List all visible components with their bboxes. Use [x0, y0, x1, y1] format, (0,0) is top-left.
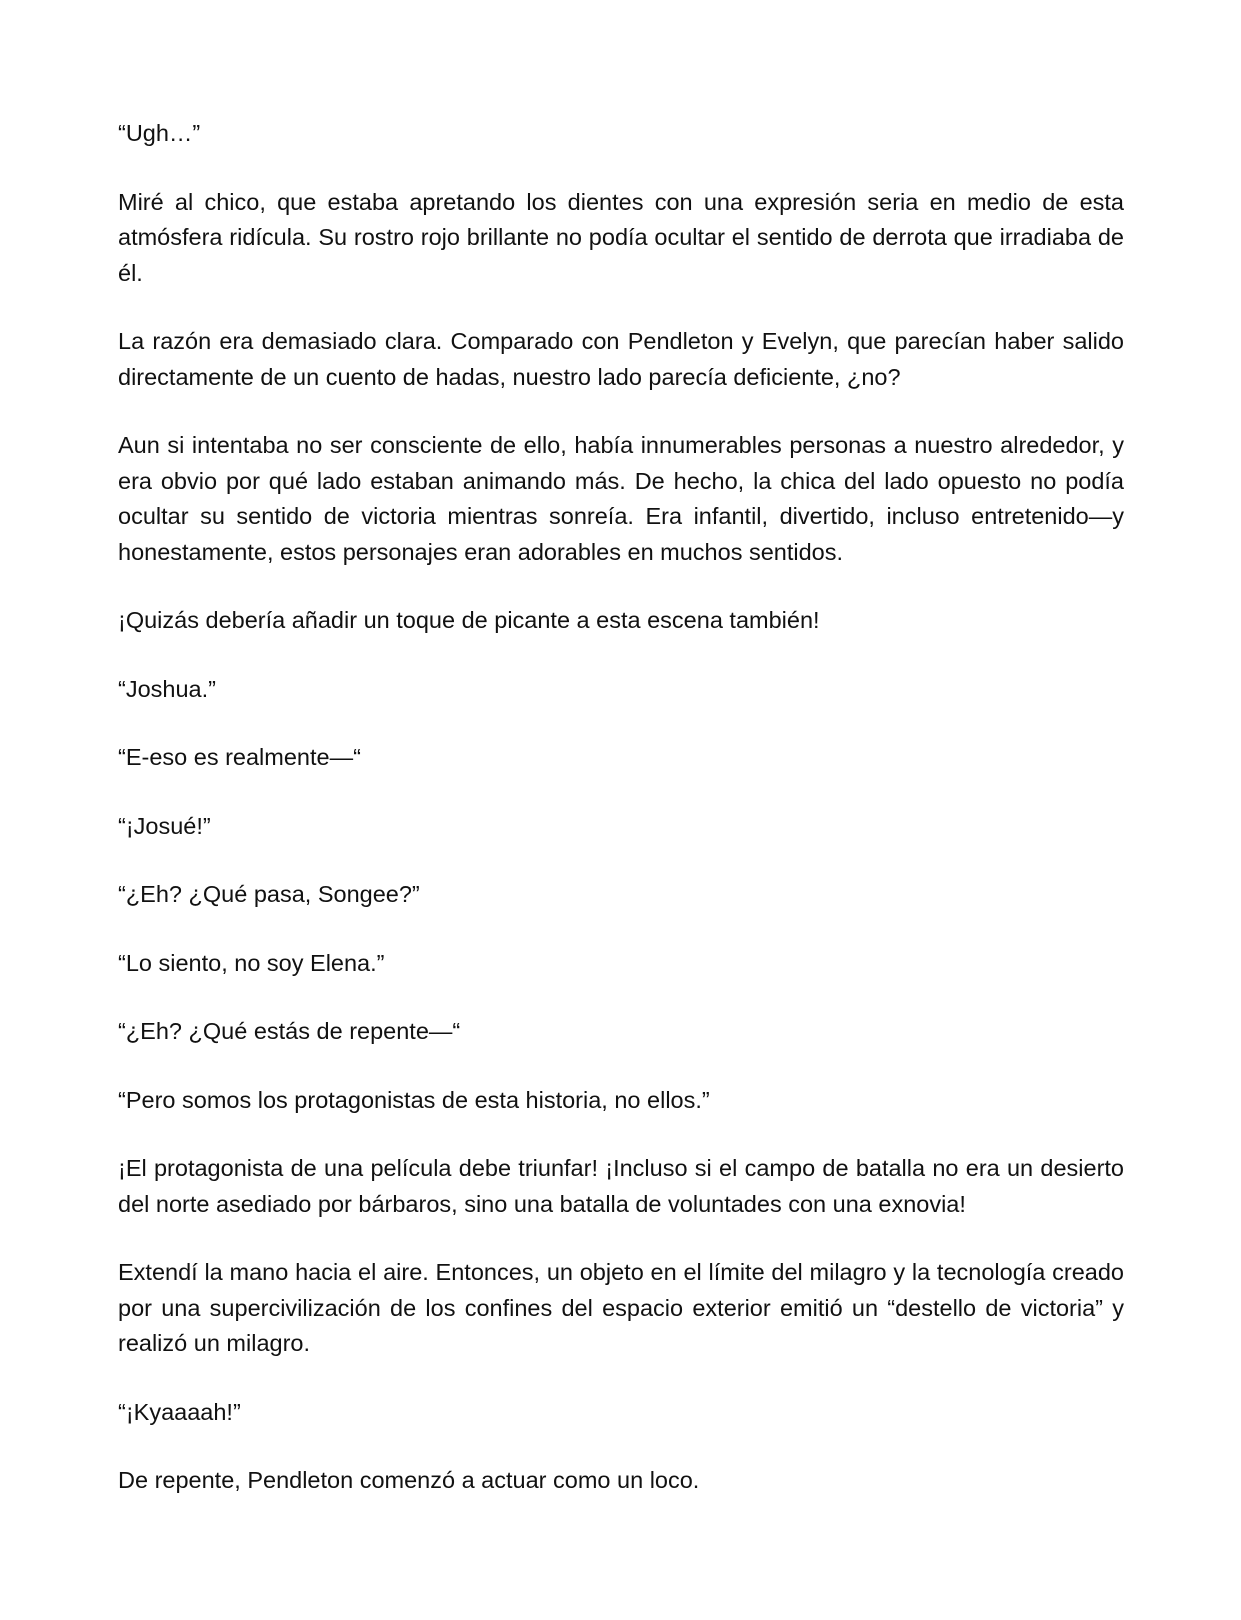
paragraph-de-repente: De repente, Pendleton comenzó a actuar como un loco. [118, 1467, 700, 1493]
dialogue-josue: “¡Josué!” [118, 812, 211, 839]
paragraph-la-razon: La razón era demasiado clara. Comparado con Pendleton y Evelyn, que parecían haber salido directamente de un cuento de hadas, nuestro lado parecía deficiente, ¿no? [118, 328, 1124, 390]
dialogue-pero-somos: “Pero somos los protagonistas de esta historia, no ellos.” [118, 1086, 710, 1113]
dialogue-kyaaaah: “¡Kyaaaah!” [118, 1398, 241, 1425]
paragraph-extendi: Extendí la mano hacia el aire. Entonces, un objeto en el límite del milagro y la tecnología creado por una supercivilización de los confines del espacio exterior emitió un “destello de victoria” y realizó un milagro. [118, 1259, 1124, 1356]
dialogue-que-pasa: “¿Eh? ¿Qué pasa, Songee?” [118, 881, 420, 907]
dialogue-e-eso: “E-eso es realmente—“ [118, 744, 361, 770]
dialogue-joshua: “Joshua.” [118, 675, 216, 702]
paragraph-aun-si: Aun si intentaba no ser consciente de ello, había innumerables personas a nuestro alrededor, y era obvio por qué lado estaban animando más. De hecho, la chica del lado opuesto no podía ocultar su sentido de victoria mientras sonreía. Era infantil, divertido, incluso entretenido—y honestamente, estos personajes eran adorables en muchos sentidos. [118, 432, 1124, 565]
dialogue-lo-siento: “Lo siento, no soy Elena.” [118, 949, 385, 976]
paragraph-mire-al-chico: Miré al chico, que estaba apretando los dientes con una expresión seria en medio de esta atmósfera ridícula. Su rostro rojo brillante no podía ocultar el sentido de derrota que irradiaba de él. [118, 188, 1124, 286]
document-body [118, 116, 1124, 1532]
dialogue-que-estas: “¿Eh? ¿Qué estás de repente—“ [118, 1018, 461, 1044]
paragraph-el-protagonista: ¡El protagonista de una película debe triunfar! ¡Incluso si el campo de batalla no era un desierto del norte asediado por bárbaros, sino una batalla de voluntades con una exnovia! [118, 1155, 1124, 1217]
paragraph-quizas: ¡Quizás debería añadir un toque de picante a esta escena también! [118, 607, 820, 633]
paragraph-ugh: “Ugh…” [118, 120, 201, 146]
